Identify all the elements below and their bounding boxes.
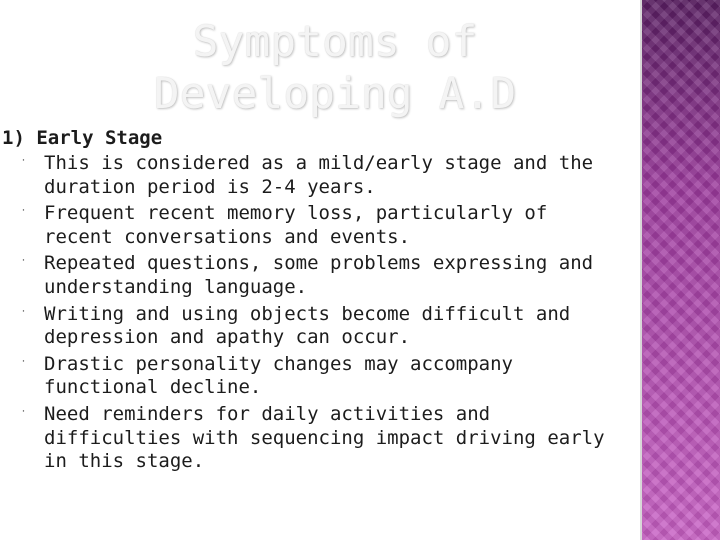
slide-title bbox=[100, 16, 570, 121]
bullet-text: Drastic personality changes may accompany functional decline. bbox=[44, 352, 513, 399]
bullet-dot-icon: ⸱ bbox=[22, 204, 25, 218]
bullet-dot-icon: ⸱ bbox=[22, 154, 25, 167]
bullet-item bbox=[0, 403, 610, 474]
bullet-item bbox=[0, 303, 610, 350]
bullet-text: Frequent recent memory loss, particularly of recent conversations and events. bbox=[44, 202, 548, 248]
bullet-item bbox=[0, 353, 610, 400]
bullet-text: Repeated questions, some problems expressing and understanding language. bbox=[44, 252, 594, 298]
bullet-item bbox=[0, 252, 610, 299]
bullet-dot-icon: ⸱ bbox=[22, 254, 25, 268]
decorative-side-band bbox=[642, 0, 720, 540]
bullet-dot-icon: ⸱ bbox=[22, 304, 25, 318]
bullet-item bbox=[0, 152, 610, 199]
bullet-dot-icon: ⸱ bbox=[22, 354, 25, 368]
slide-title-line-1: Symptoms of bbox=[192, 17, 478, 67]
bullet-item bbox=[0, 202, 610, 249]
bullet-text: Writing and using objects become difficult and depression and apathy can occur. bbox=[44, 302, 571, 349]
bullet-list bbox=[0, 152, 610, 474]
bullet-dot-icon: ⸱ bbox=[22, 404, 25, 418]
bullet-text: Need reminders for daily activities and difficulties with sequencing impact driving early in this stage. bbox=[44, 402, 605, 473]
slide-title-line-2: Developing A.D bbox=[153, 69, 517, 120]
slide-body bbox=[0, 127, 610, 477]
stage-heading: 1) Early Stage bbox=[2, 127, 163, 149]
bullet-text: This is considered as a mild/early stage and the duration period is 2-4 years. bbox=[44, 152, 594, 198]
